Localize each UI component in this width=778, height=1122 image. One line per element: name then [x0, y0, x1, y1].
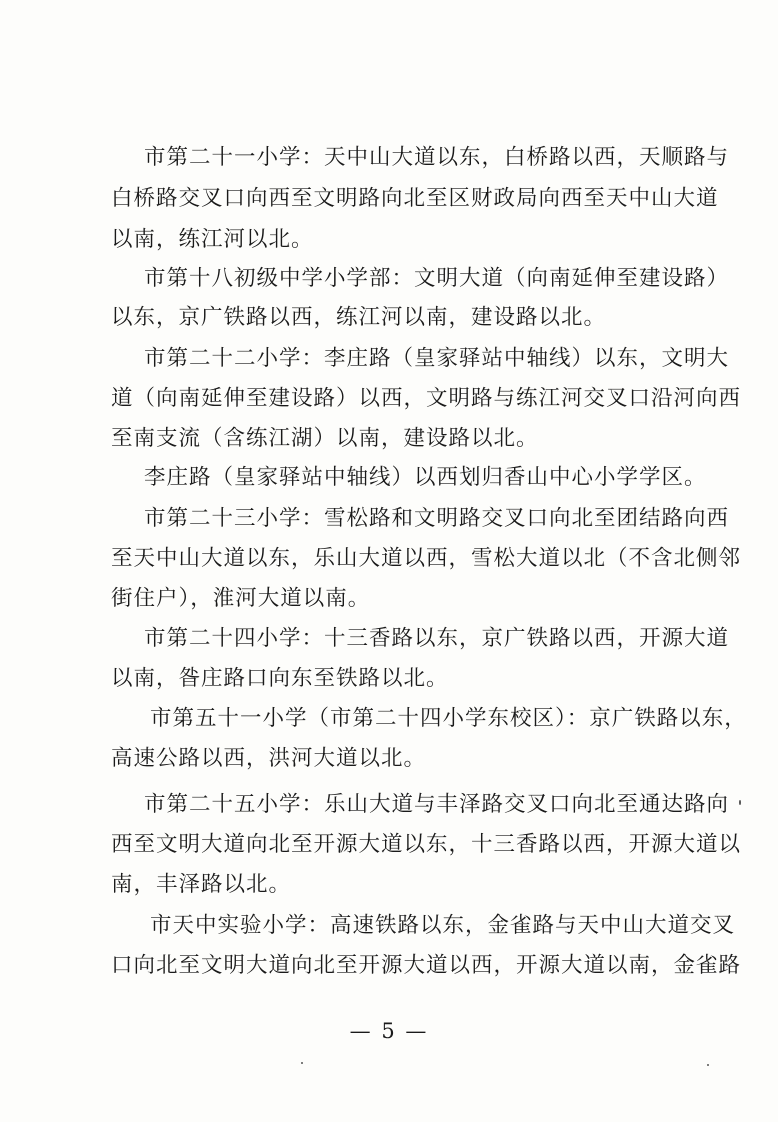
text-line: 西至文明大道向北至开源大道以东，十三香路以西，开源大道以: [111, 832, 742, 857]
scan-speck: [739, 800, 741, 805]
text-line: 市第二十三小学：雪松路和文明路交叉口向北至团结路向西: [144, 506, 730, 531]
text-line: 市第二十四小学：十三香路以东，京广铁路以西，开源大道: [144, 626, 730, 651]
text-line: 口向北至文明大道向北至开源大道以西，开源大道以南，金雀路: [111, 953, 742, 978]
text-line: 市第十八初级中学小学部：文明大道（向南延伸至建设路）: [144, 266, 730, 291]
text-line: 以东，京广铁路以西，练江河以南，建设路以北。: [111, 305, 607, 330]
text-line: 市第二十一小学：天中山大道以东，白桥路以西，天顺路与: [144, 145, 730, 170]
text-line: 至天中山大道以东，乐山大道以西，雪松大道以北（不含北侧邻: [111, 546, 742, 571]
text-line: 南，丰泽路以北。: [111, 872, 292, 897]
text-line: 以南，练江河以北。: [111, 227, 314, 252]
text-line: 市天中实验小学：高速铁路以东，金雀路与天中山大道交叉: [150, 913, 736, 938]
text-line: 至南支流（含练江湖）以南，建设路以北。: [111, 426, 539, 451]
text-line: 市第二十二小学：李庄路（皇家驿站中轴线）以东，文明大: [144, 346, 730, 371]
text-line: 白桥路交叉口向西至文明路向北至区财政局向西至天中山大道: [111, 186, 719, 211]
text-line: 市第五十一小学（市第二十四小学东校区）：京广铁路以东，: [150, 706, 747, 731]
text-line: 高速公路以西，洪河大道以北。: [111, 746, 427, 771]
text-line: 以南，昝庄路口向东至铁路以北。: [111, 666, 449, 691]
text-line: 道（向南延伸至建设路）以西，文明路与练江河交叉口沿河向西: [111, 386, 742, 411]
scan-speck: [301, 1062, 303, 1064]
text-line: 李庄路（皇家驿站中轴线）以西划归香山中心小学学区。: [144, 465, 707, 490]
text-line: 街住户），淮河大道以南。: [111, 586, 371, 611]
scan-speck: [707, 1064, 709, 1066]
page-number: — 5 —: [349, 1019, 429, 1043]
text-line: 市第二十五小学：乐山大道与丰泽路交叉口向北至通达路向: [144, 792, 730, 817]
